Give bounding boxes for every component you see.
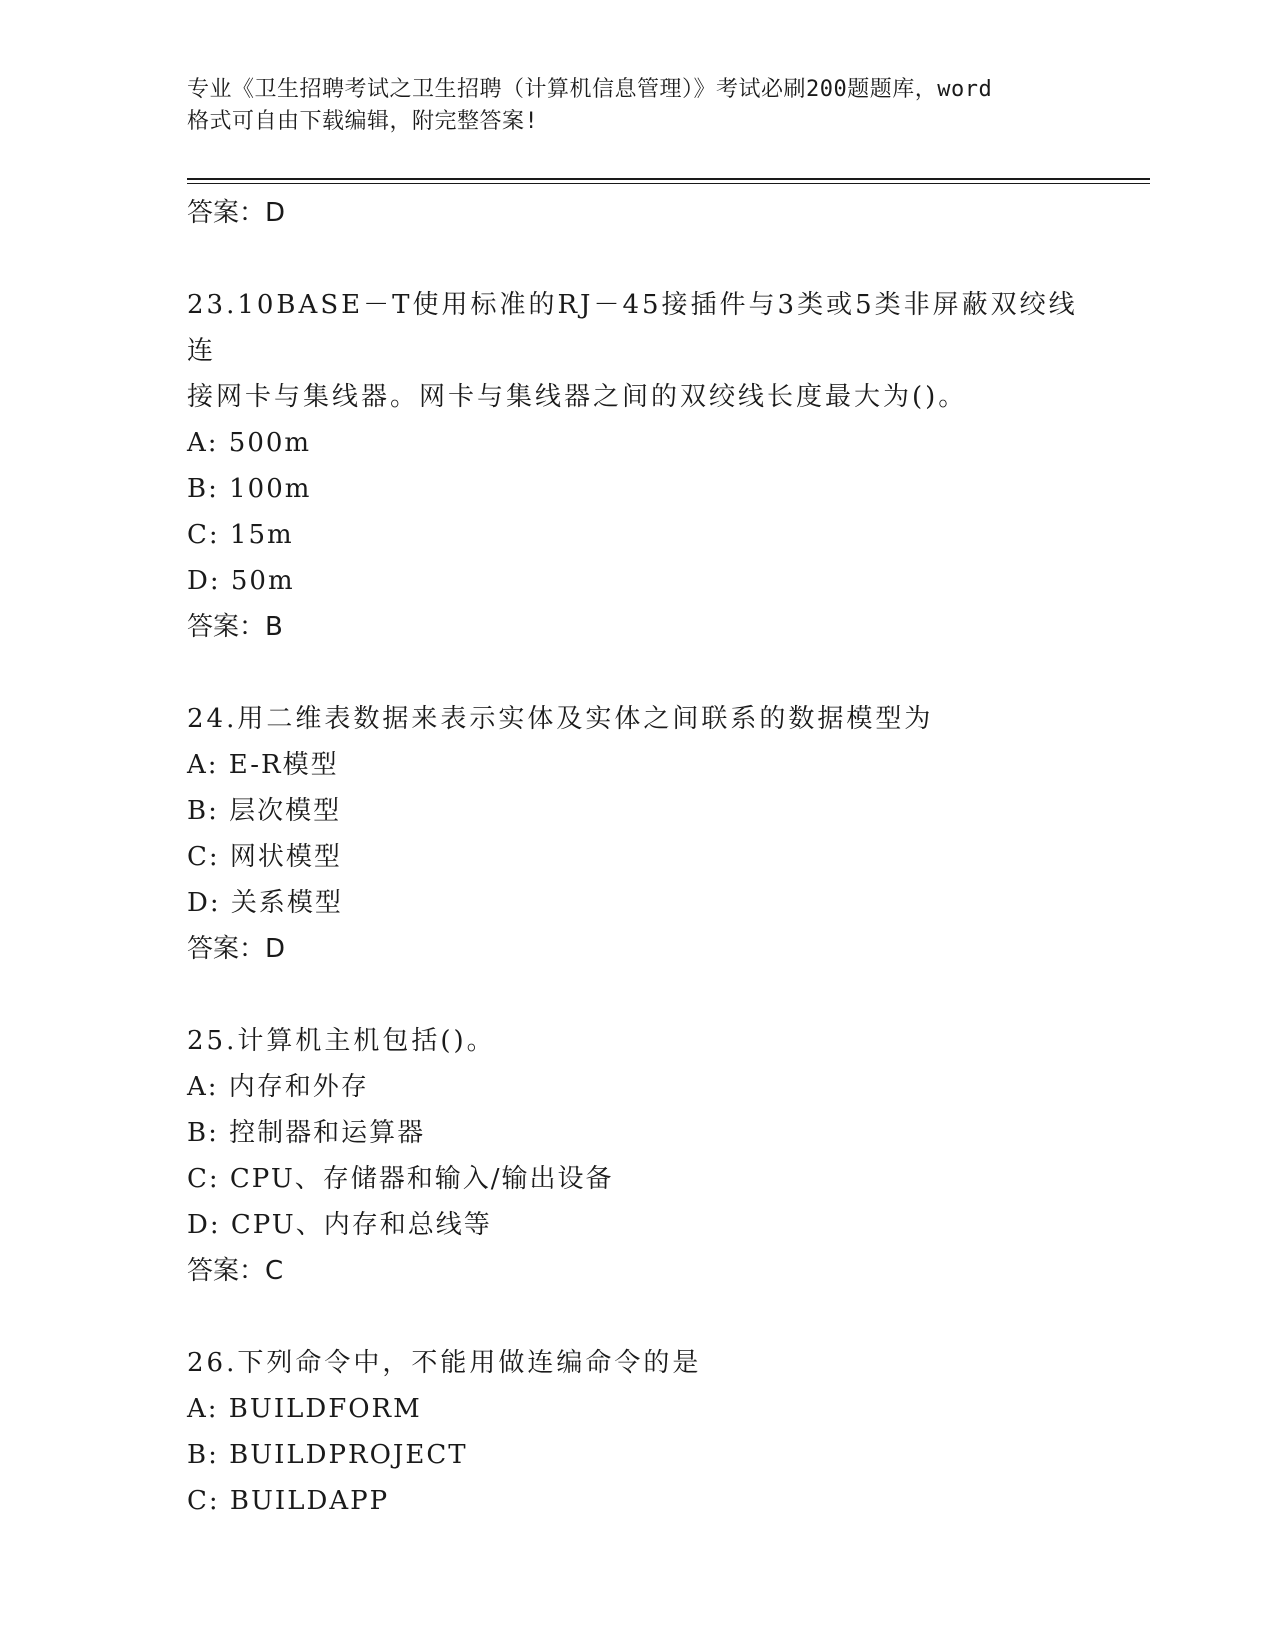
question-text: 25.计算机主机包括()。 xyxy=(187,1026,496,1056)
answer-line: 答案：D xyxy=(187,934,286,964)
option-d: D: 关系模型 xyxy=(187,888,343,918)
question-block xyxy=(187,1018,1087,1294)
answer-line: 答案：B xyxy=(187,612,283,642)
option-a: A: BUILDFORM xyxy=(187,1394,422,1424)
header-divider-thin xyxy=(187,183,1150,184)
option-b: B: 层次模型 xyxy=(187,796,342,826)
option-c: C: 15m xyxy=(187,520,294,550)
question-text: 24.用二维表数据来表示实体及实体之间联系的数据模型为 xyxy=(187,704,934,734)
answer-line: 答案：D xyxy=(187,198,286,228)
option-c: C: 网状模型 xyxy=(187,842,342,872)
question-text: 23.10BASE－T使用标准的RJ－45接插件与3类或5类非屏蔽双绞线连 xyxy=(187,290,1078,366)
option-a: A: 内存和外存 xyxy=(187,1072,369,1102)
question-block xyxy=(187,1340,1087,1524)
document-body xyxy=(187,190,1087,1524)
option-d: D: CPU、内存和总线等 xyxy=(187,1210,492,1240)
answer-line: 答案：C xyxy=(187,1256,284,1286)
option-c: C: CPU、存储器和输入/输出设备 xyxy=(187,1164,614,1194)
question-text-continued: 接网卡与集线器。网卡与集线器之间的双绞线长度最大为()。 xyxy=(187,382,968,412)
option-b: B: BUILDPROJECT xyxy=(187,1440,468,1470)
question-block xyxy=(187,696,1087,972)
document-header xyxy=(187,74,1087,138)
option-d: D: 50m xyxy=(187,566,295,596)
option-a: A: E-R模型 xyxy=(187,750,339,780)
question-text: 26.下列命令中，不能用做连编命令的是 xyxy=(187,1348,702,1378)
header-divider-thick xyxy=(187,178,1150,180)
header-line-1: 专业《卫生招聘考试之卫生招聘（计算机信息管理）》考试必刷200题题库，word xyxy=(187,77,993,102)
question-block xyxy=(187,282,1087,650)
header-line-2: 格式可自由下载编辑，附完整答案! xyxy=(187,109,539,134)
option-c: C: BUILDAPP xyxy=(187,1486,390,1516)
option-b: B: 控制器和运算器 xyxy=(187,1118,426,1148)
option-a: A: 500m xyxy=(187,428,312,458)
option-b: B: 100m xyxy=(187,474,312,504)
